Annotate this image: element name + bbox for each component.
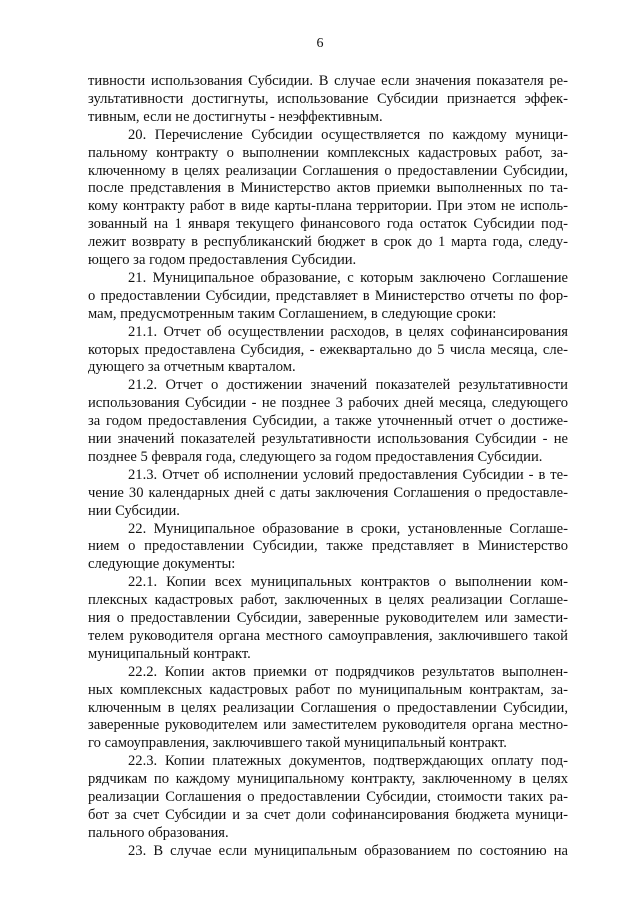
text-line: ных комплексных кадастровых работ по муниципальным контрактам, за- (88, 681, 568, 698)
text-line: пальному контракту о выполнении комплексных кадастровых работ, за- (88, 144, 568, 161)
text-line: 22.3. Копии платежных документов, подтверждающих оплату под- (128, 753, 568, 770)
text-line: кому контракту работ в виде карты-плана территории. При этом не исполь- (88, 198, 568, 215)
text-line: после представления в Министерство актов приемки выполненных по та- (88, 180, 568, 197)
text-line: 20. Перечисление Субсидии осуществляется по каждому муници- (128, 126, 568, 143)
text-line: нии значений показателей результативности использования Субсидии - не (88, 431, 568, 447)
text-line: которых предоставлена Субсидия, - ежеквартально до 5 числа месяца, сле- (88, 341, 568, 358)
text-line: использования Субсидии - не позднее 3 рабочих дней месяца, следующего (88, 395, 568, 412)
text-line: зованный на 1 января текущего финансового года остаток Субсидии под- (88, 216, 568, 233)
page-number: 6 (316, 36, 324, 51)
text-line: пального образования. (88, 824, 229, 841)
text-line: бот за счет Субсидии и за счет доли софинансирования бюджета муници- (88, 806, 568, 823)
text-line: ключенному в целях реализации Соглашения о предоставлении Субсидии, (88, 162, 568, 179)
text-line: тивности использования Субсидии. В случае если значения показателя ре- (88, 73, 568, 89)
text-line: рядчикам по каждому муниципальному контракту, заключенному в целях (88, 771, 568, 788)
text-line: 22.2. Копии актов приемки от подрядчиков результатов выполнен- (128, 663, 568, 680)
text-line: нии Субсидии. (88, 502, 180, 519)
text-line: мам, предусмотренным таким Соглашением, в следующие сроки: (88, 305, 497, 322)
text-line: о предоставлении Субсидии, представляет в Министерство отчеты по фор- (88, 287, 568, 304)
text-line: следующие документы: (88, 556, 236, 573)
text-line: го самоуправления, заключившего такой муниципальный контракт. (88, 735, 507, 752)
text-line: ния о предоставлении Субсидии, заверенные руководителем или замести- (88, 610, 568, 626)
text-line: лежит возврату в республиканский бюджет в срок до 1 марта года, следу- (88, 234, 568, 251)
text-line: чение 30 календарных дней с даты заключения Соглашения о предоставле- (88, 484, 568, 501)
text-line: плексных кадастровых работ, заключенных в целях реализации Соглаше- (88, 592, 568, 609)
text-line: 23. В случае если муниципальным образованием по состоянию на (128, 842, 568, 859)
text-line: телем руководителя органа местного самоуправления, заключившего такой (88, 627, 568, 644)
text-line: 21. Муниципальное образование, с которым заключено Соглашение (128, 269, 568, 286)
text-line: ключенным в целях реализации Соглашения о предоставлении Субсидии, (88, 699, 568, 716)
text-line: тивным, если не достигнуты - неэффективным. (88, 108, 383, 125)
text-line: 21.2. Отчет о достижении значений показателей результативности (128, 377, 568, 394)
text-line: 22.1. Копии всех муниципальных контрактов о выполнении ком- (128, 574, 568, 591)
text-line: реализации Соглашения о предоставлении Субсидии, стоимости таких ра- (88, 789, 568, 805)
text-line: 22. Муниципальное образование в сроки, установленные Соглаше- (128, 520, 568, 537)
text-line: позднее 5 февраля года, следующего за годом предоставления Субсидии. (88, 448, 543, 465)
text-line: нием о предоставлении Субсидии, также представляет в Министерство (88, 538, 568, 555)
text-line: зультативности достигнуты, использование Субсидии признается эффек- (88, 90, 568, 107)
text-line: заверенные руководителем или заместителем руководителя органа местно- (88, 717, 568, 734)
text-line: муниципальный контракт. (88, 645, 251, 662)
text-line: дующего за отчетным кварталом. (88, 359, 296, 376)
text-line: 21.3. Отчет об исполнении условий предоставления Субсидии - в те- (128, 466, 568, 483)
text-line: за годом предоставления Субсидии, а также уточненный отчет о достиже- (88, 413, 568, 430)
text-line: ющего за годом предоставления Субсидии. (88, 252, 357, 268)
text-line: 21.1. Отчет об осуществлении расходов, в целях софинансирования (128, 323, 568, 340)
